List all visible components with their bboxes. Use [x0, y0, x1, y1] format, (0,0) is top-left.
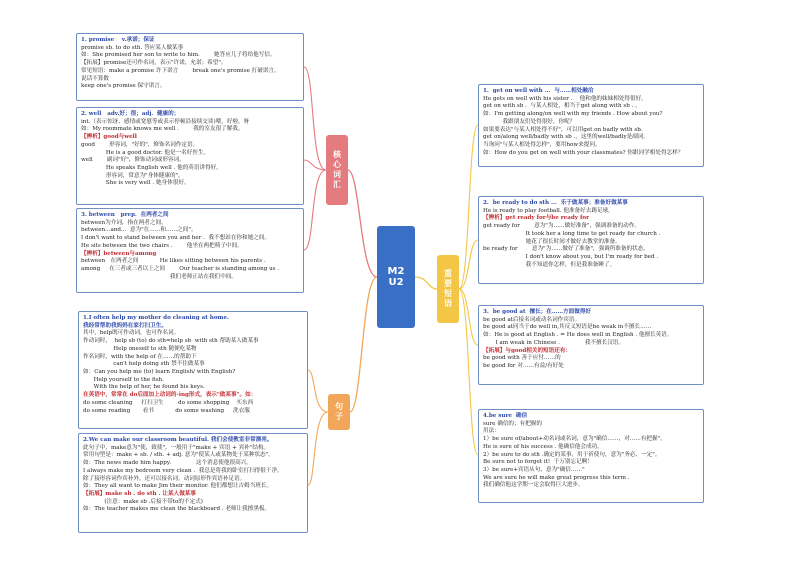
note-line: 其中，help既可作动词，也可作名词。 — [83, 330, 180, 337]
note-line: 用法： — [483, 428, 500, 435]
note-line: 我们老师正站在我们中间。 — [81, 273, 238, 280]
note-line: between...and... 意为"在……和……之间"。 — [81, 227, 197, 234]
branch-key-phrases[interactable] — [437, 255, 459, 323]
note-line: be good with 善于应付……的 — [483, 355, 561, 362]
note-line: With the help of her, he found his keys. — [83, 384, 205, 391]
note-line: 3）be sure+宾语从句，意为"确信……" — [483, 467, 585, 474]
note-line: Help yourself to the fish. — [83, 376, 164, 383]
note-line: We are sure he will make great progress this term . — [483, 474, 630, 481]
branch-sentences-label: 句子 — [334, 402, 344, 422]
note-box-get-on-well — [478, 84, 704, 167]
note-line: promise sb. to do sth. 答应某人做某事 — [81, 44, 184, 51]
note-highlight: 【辨析】between与among — [81, 250, 157, 257]
branch-core-vocabulary[interactable] — [326, 135, 348, 205]
note-line: get on/along well/badly with sb .，这里的well/badly是副词。 — [483, 134, 649, 141]
note-line: between 在两者之间 He likes sitting between his parents . — [81, 258, 266, 265]
note-line: 如：My roommate knows me well . 我的室友很了解我。 — [81, 126, 244, 133]
note-line: He sits between the two chairs . 他坐在两把椅子中间。 — [81, 242, 243, 249]
note-line: sure 确信的；有把握的 — [483, 420, 542, 427]
note-line: 1）be sure of/about+动名词或名词，意为"确信……，对……有把握"。 — [483, 436, 666, 443]
note-highlight: 【辨析】good与well — [81, 134, 137, 141]
note-line: good 形容词，"好的"，修饰名词作定语。 — [81, 141, 199, 148]
note-line: be good at后接名词或动名词作宾语。 — [483, 316, 581, 323]
note-heading: 1. get on well with ... 与……相处融洽 — [483, 88, 594, 94]
note-line: It took her a long time to get ready for church . — [483, 230, 661, 237]
note-line: He is sure of his success . 他确信他会成功。 — [483, 443, 603, 450]
note-box-promise — [76, 33, 304, 101]
note-heading: 3. be good at 擅长；在……方面做得好 — [483, 309, 592, 315]
note-line: be good at同当于do well in,其反义短语是be weak in不擅长…… — [483, 324, 652, 331]
note-line: 如：She promised her son to write to him. 她答应儿子将给他写信。 — [81, 52, 276, 59]
note-line: 作名词时，with the help of 在……的帮助下 — [83, 353, 197, 360]
note-line: be good for 对……有益/有好处 — [483, 363, 564, 370]
note-line: 如：He is good at English . = He does well in English . 他擅长英语。 — [483, 332, 673, 339]
note-box-be-good-at — [478, 305, 704, 385]
note-line: 如果要表达"与某人相处得不好"，可以用get on badly with sb. — [483, 126, 643, 133]
note-line: 我不知道你怎样，但是我准备睡了。 — [483, 261, 616, 268]
note-line: 常见短语：make a promise 许下诺言 break one's promise 打破诺言， — [81, 67, 280, 74]
center-topic-node[interactable] — [377, 226, 415, 328]
note-line: (注意：make sb .后接不带to的不定式) — [83, 498, 203, 505]
note-box-well — [76, 107, 304, 205]
note-line: I don't want to stand between you and her . 我不想站在你和她之间。 — [81, 235, 271, 242]
note-line: 我们确信他这学期一定会取得巨大进步。 — [483, 482, 584, 489]
note-highlight: 【拓展】与good相关的短语还有： — [483, 347, 572, 354]
note-line: 除了接形容词作宾补外，还可以接名词，动词原形作宾语补足语。 — [83, 475, 246, 482]
note-box-be-ready — [478, 196, 704, 284]
note-line: get ready for 意为"为……做好准备"，强调准备的动作。 — [483, 223, 640, 230]
note-box-sentence-make — [78, 433, 308, 533]
note-line: 形容词，常意为"身体健康的"。 — [81, 172, 184, 179]
note-line: 如：They all want to make Jim their monitor. 他们都想让吉姆当班长。 — [83, 483, 273, 490]
note-box-sentence-help — [78, 311, 308, 429]
note-line: He is a good doctor. 他是一名好医生。 — [81, 149, 210, 156]
note-line: 2）be sure to do sth .确定的某事，用于祈使句，意为"务必、一定"。 — [483, 451, 661, 458]
note-line: 说话不算数 — [81, 75, 109, 82]
note-line: He gets on well with his sister . 他和他的妹妹相处得很好。 — [483, 95, 647, 102]
note-heading: 1.I often help my mother do cleaning at home. — [83, 315, 229, 321]
note-line: 如：Can you help me (to) learn English/ with English? — [83, 369, 236, 376]
note-line: 如：The teacher makes me clean the blackboard . 老师让我擦黑板。 — [83, 506, 271, 513]
note-line: be ready for 意为"为……做好了准备"，强调所准备的状态。 — [483, 246, 649, 253]
note-line: keep one's promise 保守诺言。 — [81, 83, 166, 90]
note-line: do some cleaning 打扫卫生 do some shopping 买东西 — [83, 399, 254, 406]
note-line: well 副词"好"，修饰动词或形容词。 — [81, 157, 185, 164]
center-topic-line2: U2 — [388, 277, 404, 288]
note-line: 如：I'm getting along/on well with my friends . How about you? — [483, 111, 663, 118]
note-line: 作动词时， help sb (to) do sth=help sb with sth 帮助某人做某事 — [83, 338, 259, 345]
note-highlight: 【辨析】get ready for与be ready for — [483, 215, 590, 222]
note-line: 如：How do you get on well with your classmates? 你跟同学相处得怎样？ — [483, 149, 684, 156]
note-highlight: 在英语中，常常在 do后面加上动词的-ing形式，表示"做某事"。如： — [83, 392, 257, 399]
note-heading: 3. between prep．在两者之间 — [81, 212, 169, 218]
note-line: 如：The news made him happy. 这个消息使他很高兴。 — [83, 460, 252, 467]
note-line: do some reading 看书 do some washing 洗衣服 — [83, 407, 250, 414]
note-line: Be sure not to forget it! 千万别忘记啊！ — [483, 459, 593, 466]
branch-core-vocabulary-label: 核心词汇 — [332, 150, 342, 190]
note-line: among 在三者或三者以上之间 Our teacher is standing among us . — [81, 266, 280, 273]
note-line: between为介词，指在两者之间。 — [81, 219, 167, 226]
note-line: I don't know about you, but I'm ready for bed . — [483, 254, 659, 261]
branch-key-phrases-label: 重要短语 — [443, 269, 453, 309]
note-heading: 2.We can make our classroom beautiful. 我们会使教室非常漂亮。 — [83, 437, 273, 443]
note-line: 【拓展】promise还可作名词，表示"许诺，允诺；希望"。 — [81, 60, 227, 67]
note-highlight: 【拓展】make sb . do sth . 让某人做某事 — [83, 491, 196, 498]
branch-sentences[interactable] — [328, 394, 350, 430]
note-heading: 2. well adv.好；很；adj．健康的； — [81, 111, 180, 117]
center-topic-line1: M2 — [387, 266, 405, 277]
note-line: I always make my bedroom very clean . 我总是将我的卧室打扫得很干净。 — [83, 467, 283, 474]
note-line: He is ready to play football. 他准备好去踢足球。 — [483, 207, 614, 214]
note-heading: 1. promise v.承诺；保证 — [81, 37, 155, 43]
note-box-be-sure — [478, 409, 704, 503]
note-line: She is very well . 她身体很好。 — [81, 180, 190, 187]
note-line: 她花了很长时间才做好去教堂的准备。 — [483, 238, 621, 245]
note-heading: 我经常帮助我妈妈在家打扫卫生。 — [83, 322, 167, 329]
note-line: int.（表示惊讶、感情或宽慰等或表示停顿沿接续交谈)喂，好啦，呀 — [81, 118, 250, 125]
note-line: 当询问"与某人相处得怎样"，要用how来提问。 — [483, 142, 601, 149]
note-line: He speaks English well . 他的英语讲得好。 — [81, 165, 222, 172]
note-heading: 4.be sure 确信 — [483, 413, 528, 419]
note-line: Help oneself to sth 随便吃某物 — [83, 345, 197, 352]
note-line: can't help doing sth 禁不住做某事 — [83, 361, 205, 368]
note-line: I am weak in Chinese . 我不擅长汉语。 — [483, 339, 624, 346]
note-heading: 2. be ready to do sth ... 乐于做某事；准备好做某事 — [483, 200, 628, 206]
note-box-between — [76, 208, 304, 293]
note-line: 我跟朋友们处得很好，你呢？ — [483, 118, 576, 125]
note-line: 此句子中，make意为"使，致使"，一般用于"make + 宾语 + 宾补"结构。 — [83, 444, 270, 451]
note-line: 常用句型是：make + sb. / sth. + adj. 意为"使某人或某物处于某种状态"。 — [83, 452, 274, 459]
note-line: get on with sb . 与某人相处，相当于get along with sb . 。 — [483, 103, 641, 110]
